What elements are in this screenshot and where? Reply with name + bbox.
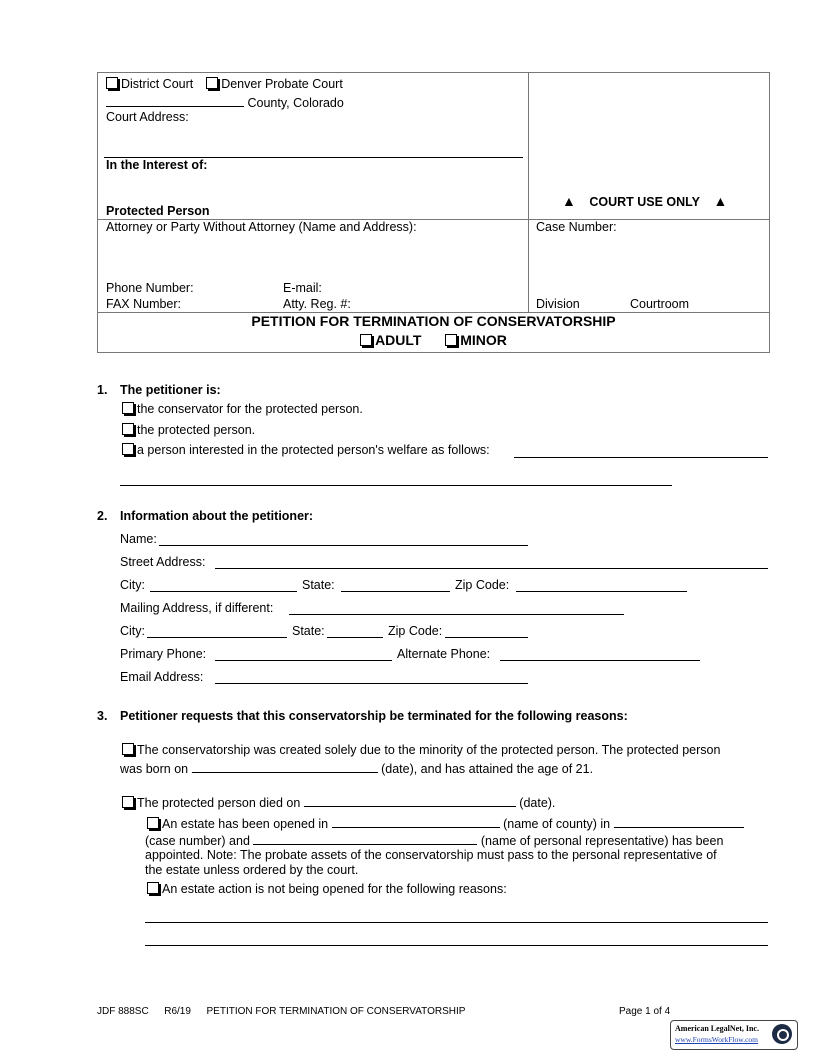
court-use-only-label: COURT USE ONLY: [589, 195, 701, 209]
county-label: County, Colorado: [247, 96, 344, 110]
publisher-name: American LegalNet, Inc.: [675, 1024, 759, 1033]
atty-reg-label: Atty. Reg. #:: [283, 297, 351, 311]
minor-label: MINOR: [460, 332, 507, 348]
estate-opened-checkbox[interactable]: [147, 817, 159, 829]
adult-label: ADULT: [375, 332, 422, 348]
section-2-heading: Information about the petitioner:: [120, 509, 314, 523]
publisher-logo-icon: [772, 1024, 792, 1044]
state2-label: State:: [292, 624, 325, 638]
county-name-field[interactable]: [332, 815, 500, 828]
minor-checkbox[interactable]: [445, 334, 457, 346]
form-id: JDF 888SC: [97, 1006, 149, 1017]
footer-title: PETITION FOR TERMINATION OF CONSERVATORSHIP: [206, 1006, 466, 1017]
district-court-label: District Court: [121, 77, 194, 91]
district-court-checkbox[interactable]: [106, 77, 118, 89]
death-date-field[interactable]: [304, 794, 516, 807]
case-number-text: (case number) and: [145, 834, 250, 848]
city2-field[interactable]: [147, 637, 287, 638]
publisher-link[interactable]: www.FormsWorkFlow.com: [675, 1035, 759, 1044]
publisher-badge[interactable]: [670, 1020, 798, 1050]
name-label: Name:: [120, 532, 157, 546]
phone-label: Phone Number:: [106, 281, 194, 295]
petitioner-protected-label: the protected person.: [137, 423, 256, 437]
estate-not-opened-label: An estate action is not being opened for the following reasons:: [162, 882, 507, 896]
court-address-label: Court Address:: [106, 110, 189, 124]
estate-note-line-1: appointed. Note: The probate assets of the conservatorship must pass to the personal representative of: [145, 848, 717, 862]
personal-rep-label: (name of personal representative) has been: [480, 834, 724, 848]
estate-case-field[interactable]: [614, 815, 744, 828]
petitioner-conservator-checkbox[interactable]: [122, 402, 134, 414]
page-number: Page 1 of 4: [619, 1006, 671, 1017]
reasons-field-1[interactable]: [145, 922, 768, 923]
county-name-label: (name of county) in: [503, 817, 611, 831]
state-label: State:: [302, 578, 335, 592]
interest-field[interactable]: [514, 457, 768, 458]
estate-note-line-2: the estate unless ordered by the court.: [145, 863, 359, 877]
denver-probate-label: Denver Probate Court: [221, 77, 343, 91]
section-3-heading: Petitioner requests that this conservatorship be terminated for the following reasons:: [120, 709, 628, 723]
division-label: Division: [536, 297, 580, 311]
age-text: (date), and has attained the age of 21.: [381, 762, 594, 776]
petitioner-interested-label: a person interested in the protected person's welfare as follows:: [137, 443, 490, 457]
minority-checkbox[interactable]: [122, 743, 134, 755]
caption-box: [97, 72, 770, 353]
petitioner-interested-checkbox[interactable]: [122, 443, 134, 455]
form-title: PETITION FOR TERMINATION OF CONSERVATORSHIP: [251, 313, 616, 329]
petitioner-protected-checkbox[interactable]: [122, 423, 134, 435]
caption-divider: [528, 73, 529, 312]
died-label: The protected person died on: [137, 796, 301, 810]
form-revision: R6/19: [164, 1006, 191, 1017]
mailing-field[interactable]: [289, 614, 624, 615]
section-1-number: 1.: [97, 383, 108, 397]
adult-checkbox[interactable]: [360, 334, 372, 346]
protected-person-label: Protected Person: [106, 204, 210, 218]
fax-label: FAX Number:: [106, 297, 182, 311]
state2-field[interactable]: [327, 637, 383, 638]
section-3-number: 3.: [97, 709, 108, 723]
estate-opened-label: An estate has been opened in: [162, 817, 329, 831]
minority-text: The conservatorship was created solely due to the minority of the protected person. The protected person: [137, 743, 721, 757]
mailing-label: Mailing Address, if different:: [120, 601, 274, 615]
personal-rep-field[interactable]: [253, 832, 477, 845]
in-interest-label: In the Interest of:: [106, 158, 208, 172]
died-date-suffix: (date).: [519, 796, 556, 810]
email-label: E-mail:: [283, 281, 322, 295]
reasons-field-2[interactable]: [145, 945, 768, 946]
city-field[interactable]: [150, 591, 297, 592]
alternate-phone-label: Alternate Phone:: [397, 647, 491, 661]
state-field[interactable]: [341, 591, 450, 592]
zip-label: Zip Code:: [455, 578, 510, 592]
petitioner-conservator-label: the conservator for the protected person.: [137, 402, 363, 416]
case-number-label: Case Number:: [536, 220, 617, 234]
courtroom-label: Courtroom: [630, 297, 690, 311]
born-on-label: was born on: [120, 762, 189, 776]
county-field[interactable]: [106, 94, 244, 107]
primary-phone-field[interactable]: [215, 660, 392, 661]
primary-phone-label: Primary Phone:: [120, 647, 207, 661]
email-address-field[interactable]: [215, 683, 528, 684]
alternate-phone-field[interactable]: [500, 660, 700, 661]
died-checkbox[interactable]: [122, 796, 134, 808]
birth-date-field[interactable]: [192, 760, 378, 773]
arrow-up-icon: ▲: [562, 193, 576, 209]
city-label: City:: [120, 578, 145, 592]
section-2-number: 2.: [97, 509, 108, 523]
arrow-up-icon: ▲: [713, 193, 728, 209]
interest-field-2[interactable]: [120, 485, 672, 486]
street-label: Street Address:: [120, 555, 206, 569]
attorney-label: Attorney or Party Without Attorney (Name and Address):: [106, 220, 417, 234]
zip2-label: Zip Code:: [388, 624, 443, 638]
section-1-heading: The petitioner is:: [120, 383, 221, 397]
zip2-field[interactable]: [445, 637, 528, 638]
zip-field[interactable]: [516, 591, 687, 592]
name-field[interactable]: [159, 545, 528, 546]
city2-label: City:: [120, 624, 145, 638]
denver-probate-checkbox[interactable]: [206, 77, 218, 89]
street-field[interactable]: [215, 568, 768, 569]
estate-not-opened-checkbox[interactable]: [147, 882, 159, 894]
email-address-label: Email Address:: [120, 670, 204, 684]
